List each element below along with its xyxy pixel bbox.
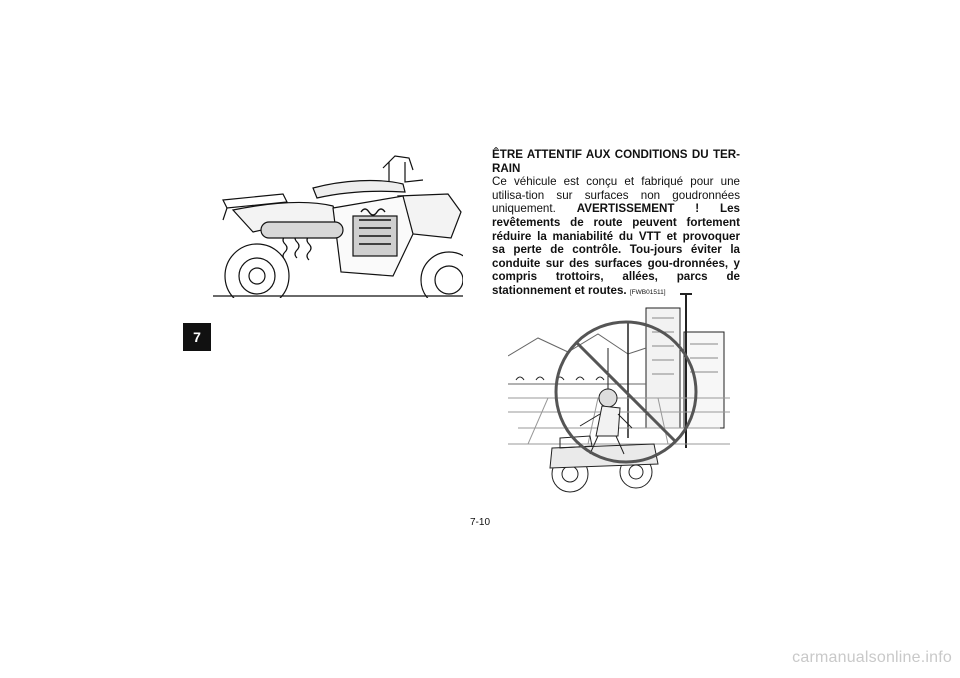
- intro-text: Ce véhicule est conçu et fabriqué pour une utilisa-tion sur surfaces non goudronnées uniquement.: [492, 175, 740, 216]
- section-heading: ÊTRE ATTENTIF AUX CONDITIONS DU TER-RAIN: [492, 148, 740, 175]
- section-body: [492, 175, 740, 299]
- watermark: carmanualsonline.info: [792, 649, 952, 666]
- reference-code: [FWB01511]: [629, 288, 666, 296]
- warning-text: AVERTISSEMENT ! Les revêtements de route peuvent fortement réduire la maniabilité du VTT et provoquer sa perte de contrôle. Tou-jours éviter la conduite sur des surfaces gou-dronnées, y compris trottoirs, allées, parcs de stationnement et routes.: [492, 202, 740, 297]
- chapter-tab: 7: [183, 323, 211, 351]
- atv-on-pavement-prohibited-illustration: [508, 288, 730, 496]
- atv-hot-engine-illustration: [213, 150, 463, 298]
- page-number: 7-10: [469, 517, 490, 528]
- terrain-warning-section: [492, 148, 740, 300]
